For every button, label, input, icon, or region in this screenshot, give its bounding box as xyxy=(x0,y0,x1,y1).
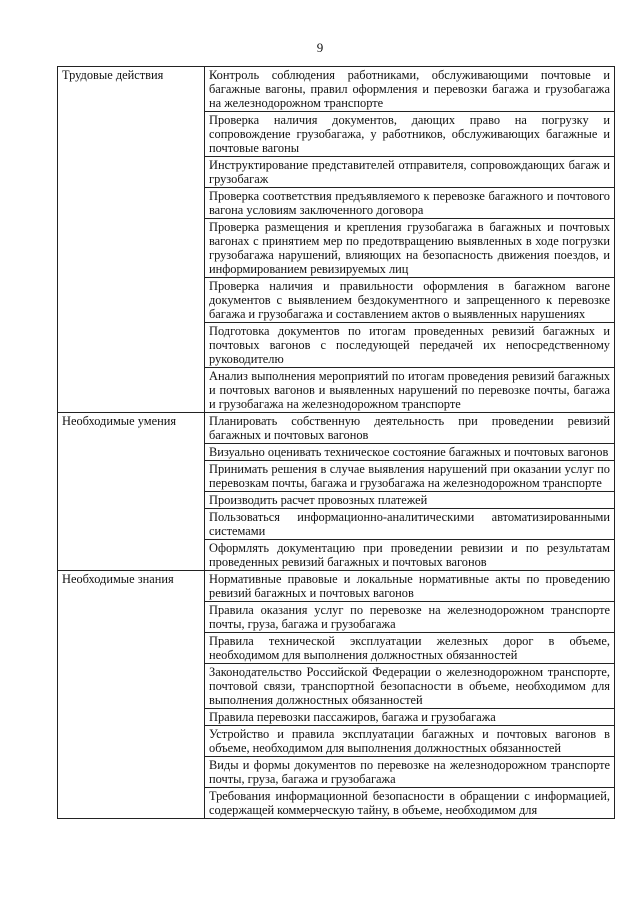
requirement-item: Проверка размещения и крепления грузобагажа в багажных и почтовых вагонах с принятием мер по предотвращению выявленных в ходе погрузки грузобагажа нарушений, влияющих на безопасность движения поездов, и информированием ревизируемых лиц xyxy=(205,219,615,278)
requirement-item: Анализ выполнения мероприятий по итогам проведения ревизий багажных и почтовых вагонов и выявленных нарушений по перевозке почты, багажа и грузобагажа на железнодорожном транспорте xyxy=(205,368,615,413)
requirement-item: Виды и формы документов по перевозке на железнодорожном транспорте почты, груза, багажа и грузобагажа xyxy=(205,757,615,788)
table-row xyxy=(58,67,615,112)
requirement-item: Правила перевозки пассажиров, багажа и грузобагажа xyxy=(205,709,615,726)
section-label: Необходимые умения xyxy=(58,413,205,571)
requirement-item: Пользоваться информационно-аналитическими автоматизированными системами xyxy=(205,509,615,540)
table-row xyxy=(58,571,615,602)
page-number: 9 xyxy=(316,40,324,55)
requirement-item: Производить расчет провозных платежей xyxy=(205,492,615,509)
requirement-item: Нормативные правовые и локальные нормативные акты по проведению ревизий багажных и почтовых вагонов xyxy=(205,571,615,602)
requirement-item: Контроль соблюдения работниками, обслуживающими почтовые и багажные вагоны, правил оформления и перевозки багажа и грузобагажа на железнодорожном транспорте xyxy=(205,67,615,112)
requirements-table xyxy=(57,66,615,819)
requirement-item: Требования информационной безопасности в обращении с информацией, содержащей коммерческую тайну, в объеме, необходимом для xyxy=(205,788,615,819)
requirement-item: Проверка наличия и правильности оформления в багажном вагоне документов с выявлением бездокументного и запрещенного к перевозке багажа и грузобагажа и составлением актов о выявленных нарушениях xyxy=(205,278,615,323)
requirement-item: Проверка наличия документов, дающих право на погрузку и сопровождение грузобагажа, у работников, обслуживающих багажные и почтовые вагоны xyxy=(205,112,615,157)
requirement-item: Законодательство Российской Федерации о железнодорожном транспорте, почтовой связи, транспортной безопасности в объеме, необходимом для выполнения должностных обязанностей xyxy=(205,664,615,709)
section-label: Трудовые действия xyxy=(58,67,205,413)
requirement-item: Правила технической эксплуатации железных дорог в объеме, необходимом для выполнения должностных обязанностей xyxy=(205,633,615,664)
requirement-item: Планировать собственную деятельность при проведении ревизий багажных и почтовых вагонов xyxy=(205,413,615,444)
table-row xyxy=(58,413,615,444)
section-label: Необходимые знания xyxy=(58,571,205,819)
requirement-item: Визуально оценивать техническое состояние багажных и почтовых вагонов xyxy=(205,444,615,461)
requirement-item: Правила оказания услуг по перевозке на железнодорожном транспорте почты, груза, багажа и грузобагажа xyxy=(205,602,615,633)
requirement-item: Оформлять документацию при проведении ревизии и по результатам проведенных ревизий багажных и почтовых вагонов xyxy=(205,540,615,571)
requirement-item: Принимать решения в случае выявления нарушений при оказании услуг по перевозкам почты, багажа и грузобагажа на железнодорожном транспорте xyxy=(205,461,615,492)
requirement-item: Проверка соответствия предъявляемого к перевозке багажного и почтового вагона условиям заключенного договора xyxy=(205,188,615,219)
requirement-item: Устройство и правила эксплуатации багажных и почтовых вагонов в объеме, необходимом для выполнения должностных обязанностей xyxy=(205,726,615,757)
requirement-item: Инструктирование представителей отправителя, сопровождающих багаж и грузобагаж xyxy=(205,157,615,188)
requirement-item: Подготовка документов по итогам проведенных ревизий багажных и почтовых вагонов с последующей передачей их непосредственному руководителю xyxy=(205,323,615,368)
